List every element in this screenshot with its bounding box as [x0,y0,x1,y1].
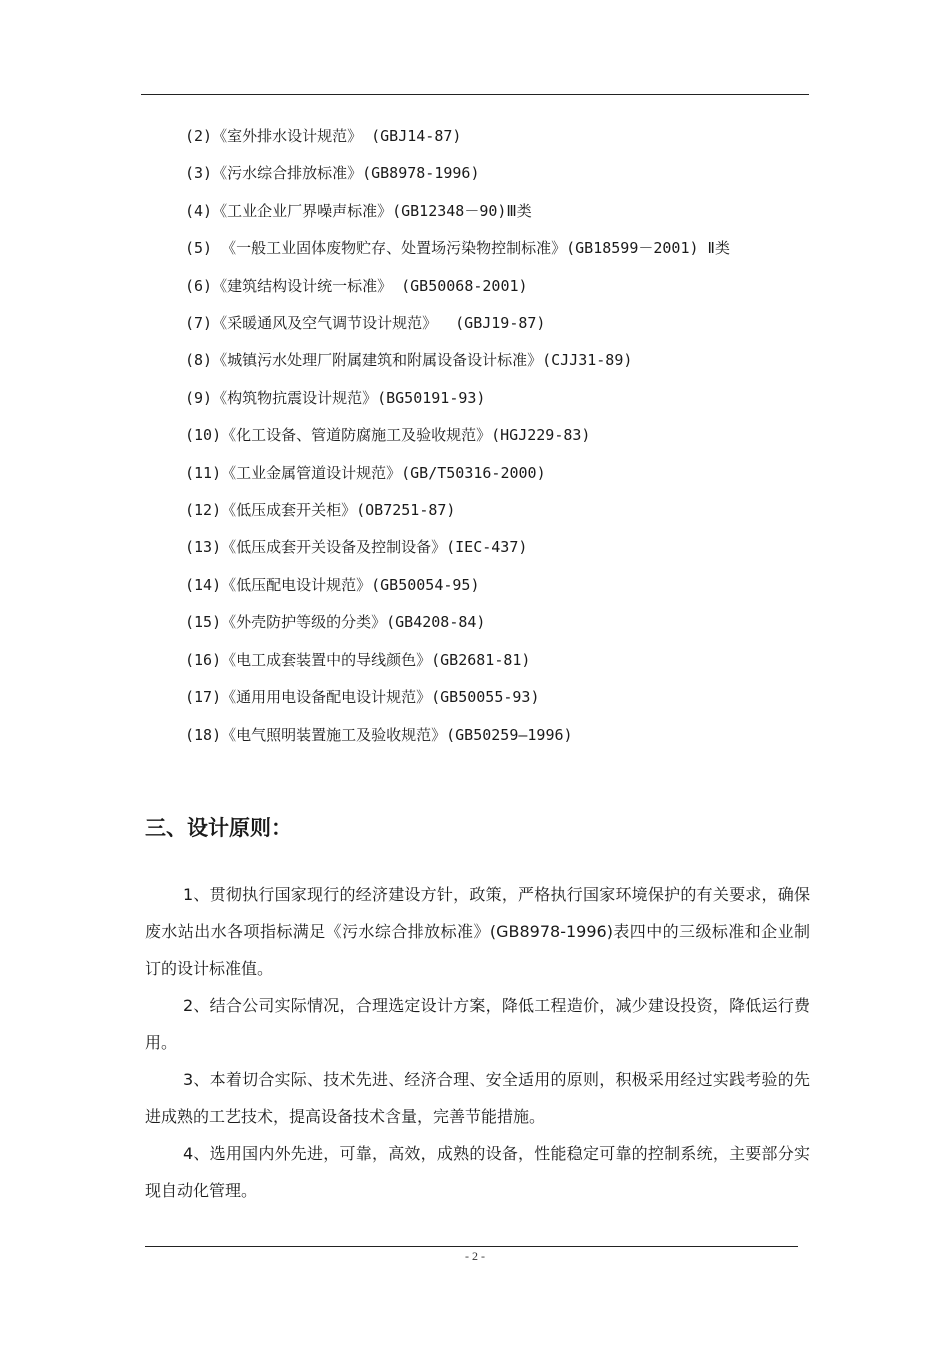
reference-item: (12)《低压成套开关柜》(OB7251-87) [185,501,456,520]
reference-item: (4)《工业企业厂界噪声标准》(GB12348－90)Ⅲ类 [185,201,532,220]
reference-item: (8)《城镇污水处理厂附属建筑和附属设备设计标准》(CJJ31-89) [185,351,633,370]
reference-item: (6)《建筑结构设计统一标准》 (GB50068-2001) [185,276,528,295]
reference-item: (3)《污水综合排放标准》(GB8978-1996) [185,164,480,183]
reference-item: (17)《通用用电设备配电设计规范》(GB50055-93) [185,688,540,707]
design-principles [145,876,810,1209]
principle-paragraph: 3、本着切合实际、技术先进、经济合理、安全适用的原则，积极采用经过实践考验的先进成熟的工艺技术，提高设备技术含量，完善节能措施。 [145,1070,810,1126]
footer-rule [145,1246,798,1247]
reference-item: (14)《低压配电设计规范》(GB50054-95) [185,575,480,594]
reference-item: (10)《化工设备、管道防腐施工及验收规范》(HGJ229-83) [185,426,591,445]
reference-item: (7)《采暖通风及空气调节设计规范》 (GBJ19-87) [185,314,546,333]
reference-item: (15)《外壳防护等级的分类》(GB4208-84) [185,613,486,632]
reference-item: (13)《低压成套开关设备及控制设备》(IEC-437) [185,538,528,557]
reference-list [145,118,810,754]
reference-item: (5) 《一般工业固体废物贮存、处置场污染物控制标准》(GB18599－2001) Ⅱ类 [185,239,730,258]
reference-item: (2)《室外排水设计规范》 (GBJ14-87) [185,127,462,145]
header-rule [141,94,809,95]
section-heading: 三、设计原则： [145,816,292,840]
reference-item: (9)《构筑物抗震设计规范》(BG50191-93) [185,388,486,407]
reference-item: (16)《电工成套装置中的导线颜色》(GB2681-81) [185,650,531,669]
page-number: - 2 - [465,1249,485,1263]
principle-paragraph: 1、贯彻执行国家现行的经济建设方针，政策，严格执行国家环境保护的有关要求，确保废水站出水各项指标满足《污水综合排放标准》(GB8978-1996)表四中的三级标准和企业制订的设计标准值。 [145,885,810,978]
reference-item: (18)《电气照明装置施工及验收规范》(GB50259—1996) [185,725,573,744]
reference-item: (11)《工业金属管道设计规范》(GB/T50316-2000) [185,463,546,482]
principle-paragraph: 2、结合公司实际情况，合理选定设计方案，降低工程造价，减少建设投资，降低运行费用。 [145,996,810,1052]
principle-paragraph: 4、选用国内外先进，可靠，高效，成熟的设备，性能稳定可靠的控制系统，主要部分实现自动化管理。 [145,1144,810,1200]
